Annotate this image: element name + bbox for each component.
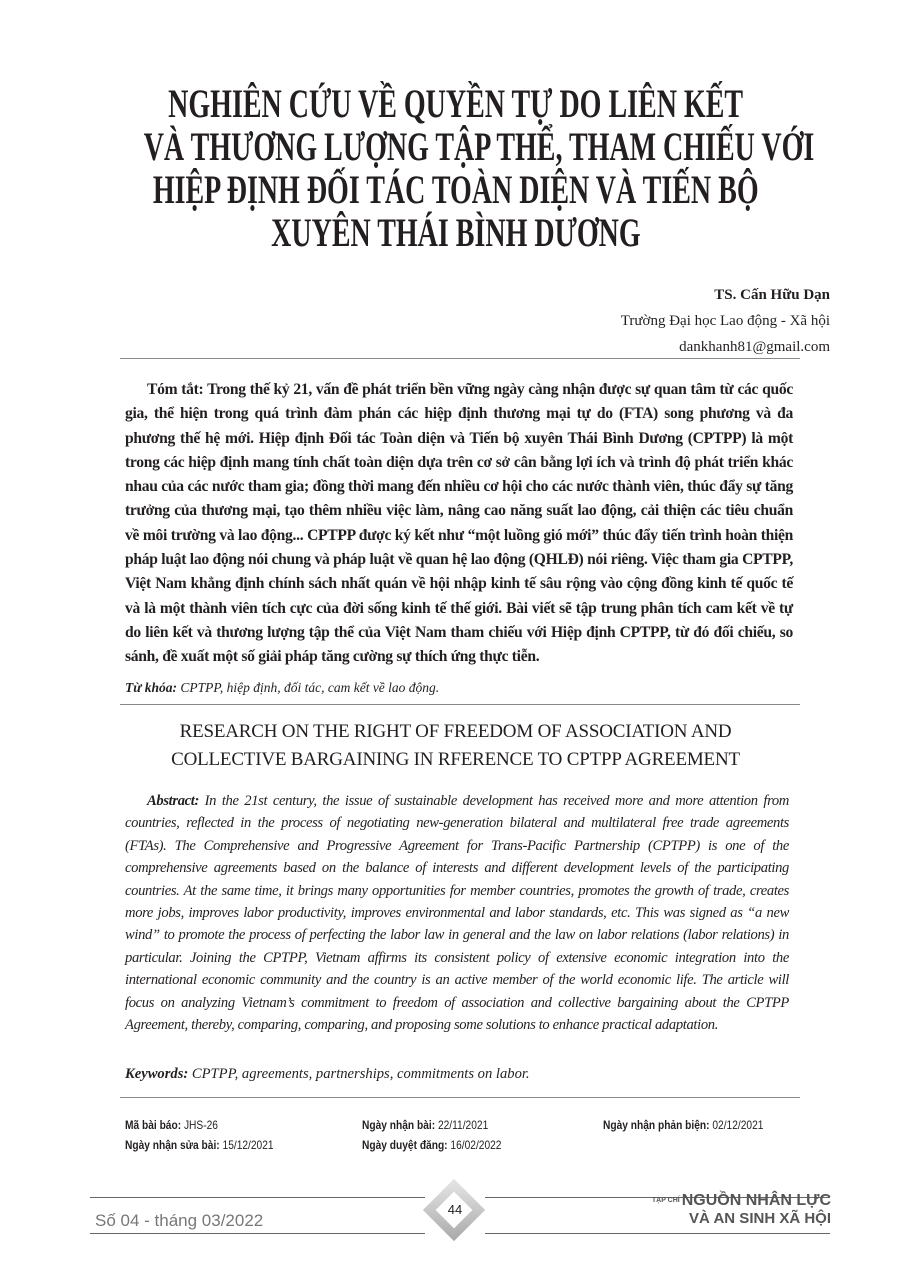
meta-label: Ngày nhận bài: bbox=[362, 1118, 436, 1132]
english-title bbox=[0, 718, 911, 774]
keywords-text: CPTPP, agreements, partnerships, commitments on labor. bbox=[188, 1066, 530, 1082]
meta-label: Ngày duyệt đăng: bbox=[362, 1138, 448, 1152]
author-name: TS. Cấn Hữu Dạn bbox=[714, 287, 830, 303]
author-email[interactable]: dankhanh81@gmail.com bbox=[679, 339, 830, 355]
article-title bbox=[0, 82, 911, 254]
brand-line2: VÀ AN SINH XÃ HỘI bbox=[689, 1210, 831, 1227]
meta-value: 02/12/2021 bbox=[709, 1118, 764, 1132]
title-line: NGHIÊN CỨU VỀ QUYỀN TỰ DO LIÊN KẾT bbox=[168, 81, 743, 126]
title-line: HIỆP ĐỊNH ĐỐI TÁC TOÀN DIỆN VÀ TIẾN BỘ bbox=[152, 167, 759, 212]
keywords-text: CPTPP, hiệp định, đối tác, cam kết về lao động. bbox=[176, 680, 440, 695]
meta-label: Ngày nhận phản biện: bbox=[603, 1118, 710, 1132]
title-line: VÀ THƯƠNG LƯỢNG TẬP THỂ, THAM CHIẾU VỚI bbox=[143, 124, 815, 169]
page-number: 44 bbox=[447, 1202, 463, 1217]
issue-number: Số 04 - tháng 03/2022 bbox=[95, 1211, 264, 1230]
meta-label: Ngày nhận sửa bài: bbox=[125, 1138, 220, 1152]
footer-line bbox=[90, 1197, 425, 1198]
brand-prefix: TẠP CHÍ bbox=[651, 1197, 680, 1204]
keywords-vietnamese bbox=[125, 680, 439, 696]
divider bbox=[120, 1097, 800, 1098]
abstract-label: Abstract: bbox=[147, 793, 199, 809]
approved-date bbox=[362, 1138, 501, 1152]
abstract-english bbox=[125, 790, 789, 1036]
english-title-line: RESEARCH ON THE RIGHT OF FREEDOM OF ASSOCIATION AND bbox=[179, 721, 732, 742]
title-line: XUYÊN THÁI BÌNH DƯƠNG bbox=[270, 210, 641, 255]
meta-value: 22/11/2021 bbox=[435, 1118, 489, 1132]
english-title-line: COLLECTIVE BARGAINING IN RFERENCE TO CPTPP AGREEMENT bbox=[171, 749, 740, 770]
divider bbox=[120, 704, 800, 705]
meta-value: JHS-26 bbox=[181, 1118, 218, 1132]
journal-brand bbox=[652, 1192, 831, 1228]
meta-label: Mã bài báo: bbox=[125, 1118, 182, 1132]
keywords-label: Từ khóa: bbox=[125, 680, 177, 695]
footer-line bbox=[485, 1233, 830, 1234]
brand-line1: NGUỒN NHÂN LỰC bbox=[681, 1192, 831, 1209]
footer-line bbox=[90, 1233, 425, 1234]
abstract-vietnamese bbox=[125, 378, 793, 670]
review-date bbox=[603, 1118, 763, 1132]
revised-date bbox=[125, 1138, 274, 1152]
meta-value: 15/12/2021 bbox=[219, 1138, 274, 1152]
meta-value: 16/02/2022 bbox=[447, 1138, 502, 1152]
author-affiliation: Trường Đại học Lao động - Xã hội bbox=[620, 313, 830, 329]
author-block bbox=[621, 282, 830, 360]
abstract-label: Tóm tắt: bbox=[147, 381, 204, 398]
abstract-text: In the 21st century, the issue of sustainable development has received more and more attention from countries, reflected in the process of negotiating new-generation bilateral and multilateral free trade agreements (FTAs). The Comprehensive and Progressive Agreement for Trans-Pacific Partnership (CPTPP) is one of the comprehensive agreements based on the balance of interests and different development levels of the participating countries. At the same time, it brings many opportunities for member countries, promotes the growth of trade, creates more jobs, improves labor productivity, improves environmental and labor standards, etc. This was signed as “a new wind” to promote the process of perfecting the labor law in general and the law on labor relations (labor relations) in particular. Joining the CPTPP, Vietnam affirms its consistent policy of extensive economic integration into the international economic community and the country is an active member of the world economic life. The article will focus on analyzing Vietnam’s commitment to freedom of association and collective bargaining about the CPTPP Agreement, thereby, comparing, comparing, and proposing some solutions to enhance practical adaptation. bbox=[125, 793, 789, 1034]
received-date bbox=[362, 1118, 488, 1132]
keywords-english bbox=[125, 1066, 530, 1083]
abstract-text: Trong thế kỷ 21, vấn đề phát triển bền vững ngày càng nhận được sự quan tâm từ các quốc gia, thể hiện trong quá trình đàm phán các hiệp định thương mại tự do (FTA) song phương và đa phương thế hệ mới. Hiệp định Đối tác Toàn diện và Tiến bộ xuyên Thái Bình Dương (CPTPP) là một trong các hiệp định mang tính chất toàn diện dựa trên cơ sở cân bằng lợi ích và trình độ phát triển khác nhau của các nước tham gia; đồng thời mang đến nhiều cơ hội cho các nước thành viên, thúc đẩy sự tăng trưởng của thương mại, tạo thêm nhiều việc làm, nâng cao năng suất lao động, cải thiện các tiêu chuẩn về môi trường và lao động... CPTPP được ký kết như “một luồng gió mới” thúc đẩy tiến trình hoàn thiện pháp luật lao động nói chung và pháp luật về quan hệ lao động (QHLĐ) nói riêng. Việc tham gia CPTPP, Việt Nam khẳng định chính sách nhất quán về hội nhập kinh tế sâu rộng vào cộng đồng kinh tế quốc tế và là một thành viên tích cực của đời sống kinh tế thế giới. Bài viết sẽ tập trung phân tích cam kết về tự do liên kết và thương lượng tập thể của Việt Nam tham chiếu với Hiệp định CPTPP, từ đó đối chiếu, so sánh, đề xuất một số giải pháp tăng cường sự thích ứng thực tiễn. bbox=[125, 381, 793, 666]
keywords-label: Keywords: bbox=[125, 1066, 189, 1082]
divider bbox=[120, 358, 800, 359]
article-code bbox=[125, 1118, 218, 1132]
